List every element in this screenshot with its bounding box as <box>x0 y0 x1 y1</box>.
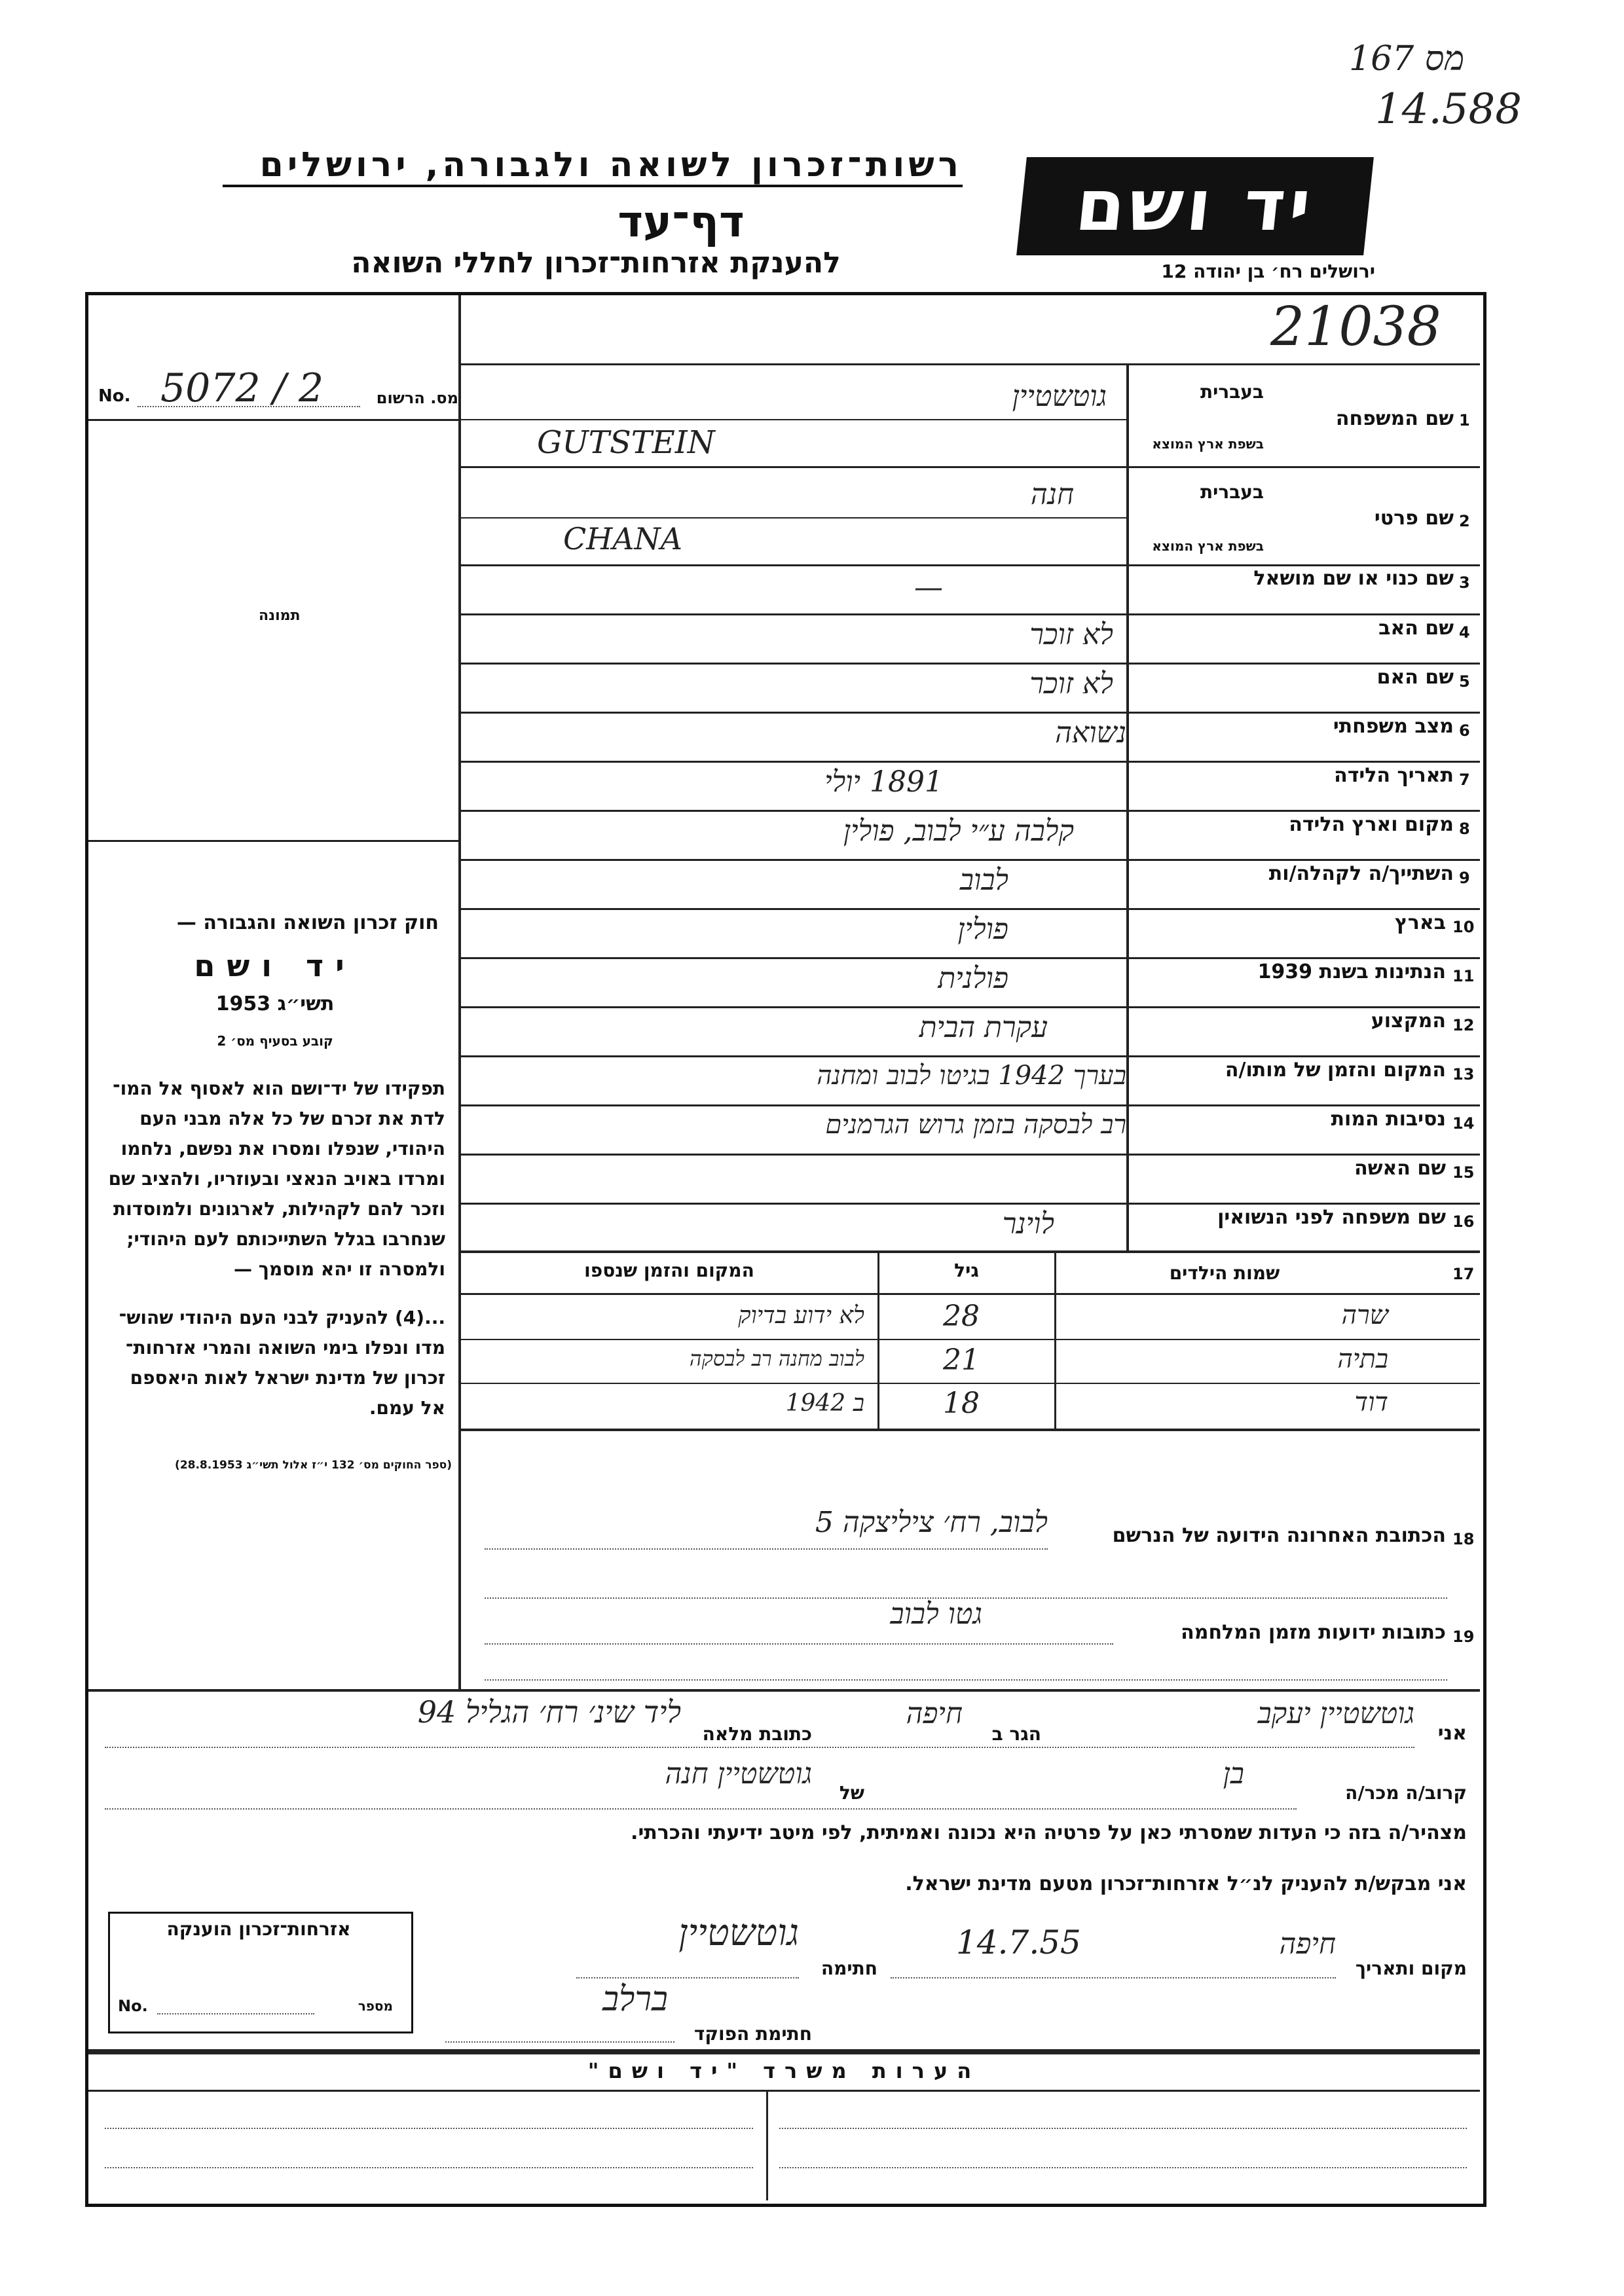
field-2-value-origin: CHANA <box>563 521 683 556</box>
address-line: ירושלים רח׳ בן יהודה 12 <box>1161 261 1375 282</box>
field-13-label: המקום והזמן של מותו/ה <box>1225 1059 1446 1082</box>
children-col-divider-1 <box>1054 1253 1056 1430</box>
place-date-dots <box>891 1977 1336 1978</box>
field-16-label: שם משפחה לפני הנשואין <box>1217 1206 1446 1229</box>
declarant-ani-label: אני <box>1437 1722 1467 1745</box>
field-13-number: 13 <box>1452 1065 1475 1084</box>
field-9-label: השתייך/ה לקהלה/ות <box>1268 862 1454 885</box>
law-title: חוק זכרון השואה והגבורה — <box>176 911 439 934</box>
child-1-age: 28 <box>943 1300 980 1333</box>
field-4-number: 4 <box>1459 623 1470 642</box>
divider-top <box>458 363 1480 365</box>
field-7-value: 1891 יולי <box>824 765 943 799</box>
row-divider-6 <box>461 761 1480 763</box>
field-1-mid-line <box>461 419 1126 420</box>
field-3-number: 3 <box>1459 574 1470 592</box>
row-divider-8 <box>461 859 1480 861</box>
citizenship-no-label: No. <box>118 1997 148 2015</box>
declarant-address: ליד שינ׳ רח׳ הגליל 94 <box>417 1694 681 1730</box>
field-14-number: 14 <box>1452 1114 1475 1133</box>
signature-dots <box>576 1977 799 1978</box>
row-divider-13 <box>461 1104 1480 1106</box>
row-divider-14 <box>461 1154 1480 1156</box>
child-3-place: ב 1942 <box>785 1390 864 1417</box>
field-16-value: לוינר <box>1002 1207 1054 1241</box>
declarant-signature: גוטשטיין <box>678 1912 799 1954</box>
corner-note-number: 167 מס <box>1349 39 1465 79</box>
field-11-label: הנתינות בשנת 1939 <box>1257 960 1446 983</box>
field-5-value: לא זוכר <box>1029 667 1113 701</box>
row-divider-10 <box>461 957 1480 959</box>
corner-note-sheet: 14.588 <box>1375 85 1522 134</box>
divider-left-column <box>458 295 461 1690</box>
child-1-place: לא ידוע בדיוק <box>738 1302 864 1329</box>
field-7-label: תאריך הלידה <box>1334 764 1454 787</box>
children-row-line-2 <box>461 1383 1480 1384</box>
row-divider-5 <box>461 712 1480 714</box>
place-value: חיפה <box>1279 1927 1336 1961</box>
declarant-address-label: כתובת מלאה <box>702 1723 812 1745</box>
row-divider-3 <box>461 613 1480 615</box>
children-col-place: המקום והזמן שנספו <box>584 1260 754 1281</box>
children-col-age: גיל <box>954 1260 979 1281</box>
office-notes-dots-3 <box>105 2167 753 2168</box>
office-notes-title: הערות משרד "יד ושם" <box>587 2058 981 2083</box>
row-divider-16 <box>461 1250 1480 1253</box>
field-6-number: 6 <box>1459 721 1470 740</box>
registration-dots <box>138 406 360 407</box>
field-5-label: שם האם <box>1376 666 1454 689</box>
field-2-number: 2 <box>1459 512 1470 530</box>
row-divider-9 <box>461 908 1480 910</box>
authority-name: רשות־זכרון לשואה ולגבורה, ירושלים <box>223 145 963 187</box>
yad-vashem-logo <box>1016 157 1374 255</box>
law-paragraph-1: תפקידו של יד־ושם הוא לאסוף אל המו־ לדת את זכרם של כל אלה מבני העם היהודי, שנפלו ומסרו את נפשם, נלחמו ומרדו באויב הנאצי ובעוזריו, ולהציב שם וזכר להם לקהילות, לארגונים ולמוסדות שנחרבו בגלל השתייכותם לעם היהודי; ולמסרה זו יהא מוסמך — <box>108 1078 445 1280</box>
field-8-value: קלבה ע״י לבוב, פולין <box>843 814 1074 848</box>
field-12-number: 12 <box>1452 1016 1475 1034</box>
row-divider-12 <box>461 1055 1480 1057</box>
request-text: אני מבקש/ת להעניק לנ״ל אזרחות־זכרון מטעם מדינת ישראל. <box>905 1872 1467 1895</box>
field-4-label: שם האב <box>1378 617 1454 640</box>
field-10-label: בארץ <box>1394 911 1446 934</box>
declaration-text: מצהיר/ה בזה כי העדות שמסרתי כאן על פרטיה היא נכונה ואמיתית, לפי מיטב ידיעתי והכרתי. <box>631 1821 1467 1844</box>
field-2-sub-origin: בשפת ארץ המוצא <box>1152 538 1264 554</box>
office-notes-col-divider <box>766 2092 768 2200</box>
declarant-relative-label: קרוב/ה מכר/ה <box>1345 1782 1467 1804</box>
law-footnote: (ספר החוקים מס׳ 132 י״ז אלול תשי״ג 28.8.1953) <box>175 1459 452 1472</box>
declarant-of-name: גוטשטיין חנה <box>665 1757 812 1791</box>
children-number: 17 <box>1452 1265 1475 1283</box>
row-divider-7 <box>461 810 1480 812</box>
office-notes-header-line <box>88 2090 1480 2092</box>
photo-area <box>88 421 458 840</box>
field-2-label: שם פרטי <box>1374 507 1454 530</box>
citizenship-dots <box>157 2013 314 2014</box>
child-3-name: דוד <box>1354 1387 1388 1417</box>
law-name: יד ושם <box>194 948 356 983</box>
child-2-age: 21 <box>943 1343 980 1377</box>
law-clause: קובע בסעיף מס׳ 2 <box>217 1033 333 1049</box>
officer-signature-label: חתימת הפוקד <box>693 2023 812 2045</box>
stamp-number: 21038 <box>1270 296 1441 358</box>
divider-photo <box>88 840 458 842</box>
field-14-label: נסיבות המות <box>1331 1108 1446 1131</box>
field-12-value: עקרת הבית <box>919 1011 1048 1044</box>
children-bottom-line <box>461 1429 1480 1431</box>
field-18-number: 18 <box>1452 1530 1475 1548</box>
officer-signature-dots <box>445 2041 674 2043</box>
signature-label: חתימה <box>821 1958 877 1979</box>
office-notes-dots-4 <box>779 2167 1467 2168</box>
field-3-label: שם כנוי או שם מושאל <box>1253 567 1454 590</box>
field-18-value: לבוב, רח׳ ציליצקה 5 <box>815 1506 1048 1539</box>
field-19-label: כתובות ידועות מזמן המלחמה <box>1181 1621 1446 1644</box>
field-2-value: חנה <box>1030 478 1074 511</box>
field-10-value: פולין <box>957 913 1008 946</box>
office-notes-top-line <box>88 2049 1480 2054</box>
office-notes-dots-1 <box>105 2128 753 2129</box>
field-19-dots-2 <box>485 1679 1447 1681</box>
citizenship-number-label: מספר <box>358 1998 393 2014</box>
field-6-label: מצב משפחתי <box>1333 715 1454 738</box>
row-divider-4 <box>461 663 1480 665</box>
field-19-dots <box>485 1643 1113 1645</box>
field-16-number: 16 <box>1452 1212 1475 1231</box>
declarant-resides-label: הגר ב <box>991 1723 1041 1745</box>
field-10-number: 10 <box>1452 918 1475 936</box>
field-8-number: 8 <box>1459 820 1470 838</box>
field-1-value-origin: GUTSTEIN <box>537 424 715 461</box>
child-3-age: 18 <box>943 1387 980 1420</box>
registration-label: מס. הרשום <box>376 389 458 407</box>
field-8-label: מקום וארץ הלידה <box>1289 813 1454 836</box>
children-col-divider-2 <box>877 1253 879 1430</box>
logo-text: יד ושם <box>1071 165 1319 247</box>
form-title: דף־עד <box>618 196 745 247</box>
officer-signature: ברלב <box>602 1980 668 2019</box>
registration-number: 5072 / 2 <box>160 365 324 411</box>
child-2-place: לבוב מחנה רב לבסקה <box>689 1346 864 1371</box>
field-1-sub-hebrew: בעברית <box>1200 381 1264 403</box>
field-2-mid-line <box>461 517 1126 519</box>
registration-no-label: No. <box>98 386 131 406</box>
field-3-value: — <box>914 571 943 604</box>
law-paragraph-2: ...(4) להעניק לבני העם היהודי שהוש־ מדו ונפלו בימי השואה והמרי אזרחות־ זכרון של מדינת ישראל לאות היאספם אל עמם. <box>119 1307 445 1419</box>
child-2-name: בתיה <box>1337 1344 1388 1374</box>
declarant-city: חיפה <box>906 1697 963 1730</box>
field-6-value: נשואה <box>1055 716 1126 750</box>
row-divider-1 <box>461 466 1480 468</box>
row-divider-11 <box>461 1006 1480 1008</box>
child-1-name: שרה <box>1341 1300 1388 1330</box>
address-bottom-line <box>88 1689 1480 1692</box>
children-col-names: שמות הילדים <box>1169 1262 1280 1284</box>
field-1-label: שם המשפחה <box>1335 407 1454 430</box>
declarant-line-1-dots <box>105 1747 1414 1748</box>
office-notes-dots-2 <box>779 2128 1467 2129</box>
date-value: 14.7.55 <box>956 1923 1081 1961</box>
field-15-number: 15 <box>1452 1163 1475 1182</box>
citizenship-box-title: אזרחות־זכרון הוענקה <box>166 1918 351 1940</box>
field-14-value: רב לבסקה בזמן גרוש הגרמנים <box>825 1110 1126 1140</box>
field-7-number: 7 <box>1459 771 1470 789</box>
declarant-of-label: של <box>839 1782 864 1804</box>
field-9-number: 9 <box>1459 869 1470 887</box>
field-4-value: לא זוכר <box>1029 618 1113 651</box>
place-date-label: מקום ותאריך <box>1355 1958 1467 1979</box>
row-divider-2 <box>461 564 1480 566</box>
field-1-value: גוטשטיין <box>1012 380 1107 413</box>
field-13-value: בערך 1942 בגיטו לבוב ומחנה <box>817 1061 1126 1091</box>
field-1-number: 1 <box>1459 411 1470 429</box>
children-row-line-1 <box>461 1339 1480 1340</box>
declarant-relation: בן <box>1223 1757 1244 1791</box>
field-2-sub-hebrew: בעברית <box>1200 481 1264 503</box>
row-divider-15 <box>461 1203 1480 1205</box>
law-year: תשי״ג 1953 <box>215 993 335 1015</box>
field-12-label: המקצוע <box>1371 1010 1446 1032</box>
field-15-label: שם האשה <box>1354 1157 1446 1180</box>
photo-label: תמונה <box>259 608 301 624</box>
field-18-dots <box>485 1548 1048 1550</box>
field-9-value: לבוב <box>959 864 1008 897</box>
declarant-name: גוטשטיין יעקב <box>1257 1697 1414 1730</box>
field-1-sub-origin: בשפת ארץ המוצא <box>1152 436 1264 452</box>
field-11-number: 11 <box>1452 967 1475 985</box>
divider-label-column <box>1126 363 1129 1250</box>
children-header-line <box>461 1293 1480 1295</box>
field-5-number: 5 <box>1459 672 1470 691</box>
field-19-number: 19 <box>1452 1628 1475 1646</box>
field-11-value: פולנית <box>938 962 1008 995</box>
field-19-value: גטו לבוב <box>890 1597 982 1631</box>
form-subtitle: להענקת אזרחות־זכרון לחללי השואה <box>351 246 841 280</box>
declarant-line-2-dots <box>105 1808 1297 1810</box>
field-18-label: הכתובת האחרונה הידועה של הנרשם <box>1112 1524 1446 1547</box>
